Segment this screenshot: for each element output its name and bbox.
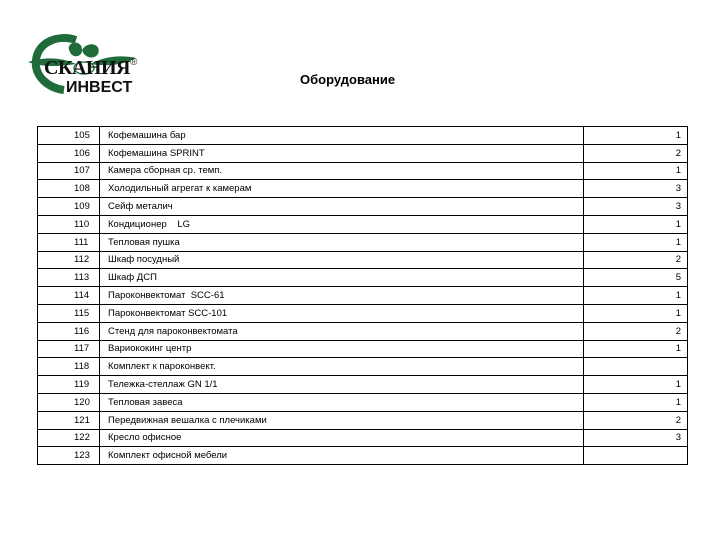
item-quantity: 3 [584,429,688,447]
item-quantity [584,358,688,376]
row-number: 123 [38,447,100,465]
item-quantity [584,447,688,465]
item-quantity: 1 [584,376,688,394]
table-row [38,393,688,411]
item-quantity: 2 [584,144,688,162]
logo-subtitle: ИНВЕСТ [66,79,133,96]
item-name: Кресло офисное [100,429,584,447]
equipment-table [37,126,688,465]
item-name: Тележка-стеллаж GN 1/1 [100,376,584,394]
item-name: Комплект к пароконвект. [100,358,584,376]
table-row [38,233,688,251]
item-name: Пароконвектомат SCC-61 [100,287,584,305]
row-number: 112 [38,251,100,269]
item-quantity: 1 [584,340,688,358]
item-name: Стенд для пароконвектомата [100,322,584,340]
row-number: 118 [38,358,100,376]
row-number: 108 [38,180,100,198]
table-row [38,251,688,269]
item-quantity: 1 [584,162,688,180]
row-number: 107 [38,162,100,180]
item-quantity: 1 [584,393,688,411]
table-row [38,340,688,358]
row-number: 110 [38,215,100,233]
table-row [38,376,688,394]
item-quantity: 2 [584,322,688,340]
item-name: Шкаф ДСП [100,269,584,287]
row-number: 106 [38,144,100,162]
table-row [38,447,688,465]
item-name: Передвижная вешалка с плечиками [100,411,584,429]
item-name: Комплект офисной мебели [100,447,584,465]
row-number: 105 [38,127,100,145]
item-quantity: 1 [584,233,688,251]
row-number: 115 [38,304,100,322]
row-number: 119 [38,376,100,394]
item-quantity: 2 [584,251,688,269]
table-row [38,429,688,447]
row-number: 111 [38,233,100,251]
item-name: Шкаф посудный [100,251,584,269]
row-number: 109 [38,198,100,216]
item-name: Вариококинг центр [100,340,584,358]
logo-name: СКАНИЯ [44,57,130,79]
item-quantity: 1 [584,127,688,145]
row-number: 113 [38,269,100,287]
row-number: 117 [38,340,100,358]
item-quantity: 3 [584,198,688,216]
item-quantity: 1 [584,287,688,305]
item-name: Кофемашина бар [100,127,584,145]
table-row [38,269,688,287]
table-row [38,358,688,376]
item-name: Тепловая пушка [100,233,584,251]
item-name: Пароконвектомат SCC-101 [100,304,584,322]
item-quantity: 2 [584,411,688,429]
row-number: 121 [38,411,100,429]
table-row [38,127,688,145]
page-title: Оборудование [300,72,396,87]
item-name: Кофемашина SPRINT [100,144,584,162]
item-quantity: 3 [584,180,688,198]
table-row [38,198,688,216]
row-number: 120 [38,393,100,411]
table-row [38,162,688,180]
table-row [38,304,688,322]
row-number: 122 [38,429,100,447]
item-name: Сейф металич [100,198,584,216]
registered-mark: ® [130,57,138,68]
row-number: 116 [38,322,100,340]
table-row [38,411,688,429]
table-row [38,215,688,233]
item-name: Кондиционер LG [100,215,584,233]
item-name: Тепловая завеса [100,393,584,411]
item-name: Холодильный агрегат к камерам [100,180,584,198]
item-name: Камера сборная ср. темп. [100,162,584,180]
table-row [38,322,688,340]
item-quantity: 1 [584,304,688,322]
row-number: 114 [38,287,100,305]
table-row [38,144,688,162]
table-row [38,287,688,305]
item-quantity: 5 [584,269,688,287]
table-row [38,180,688,198]
item-quantity: 1 [584,215,688,233]
